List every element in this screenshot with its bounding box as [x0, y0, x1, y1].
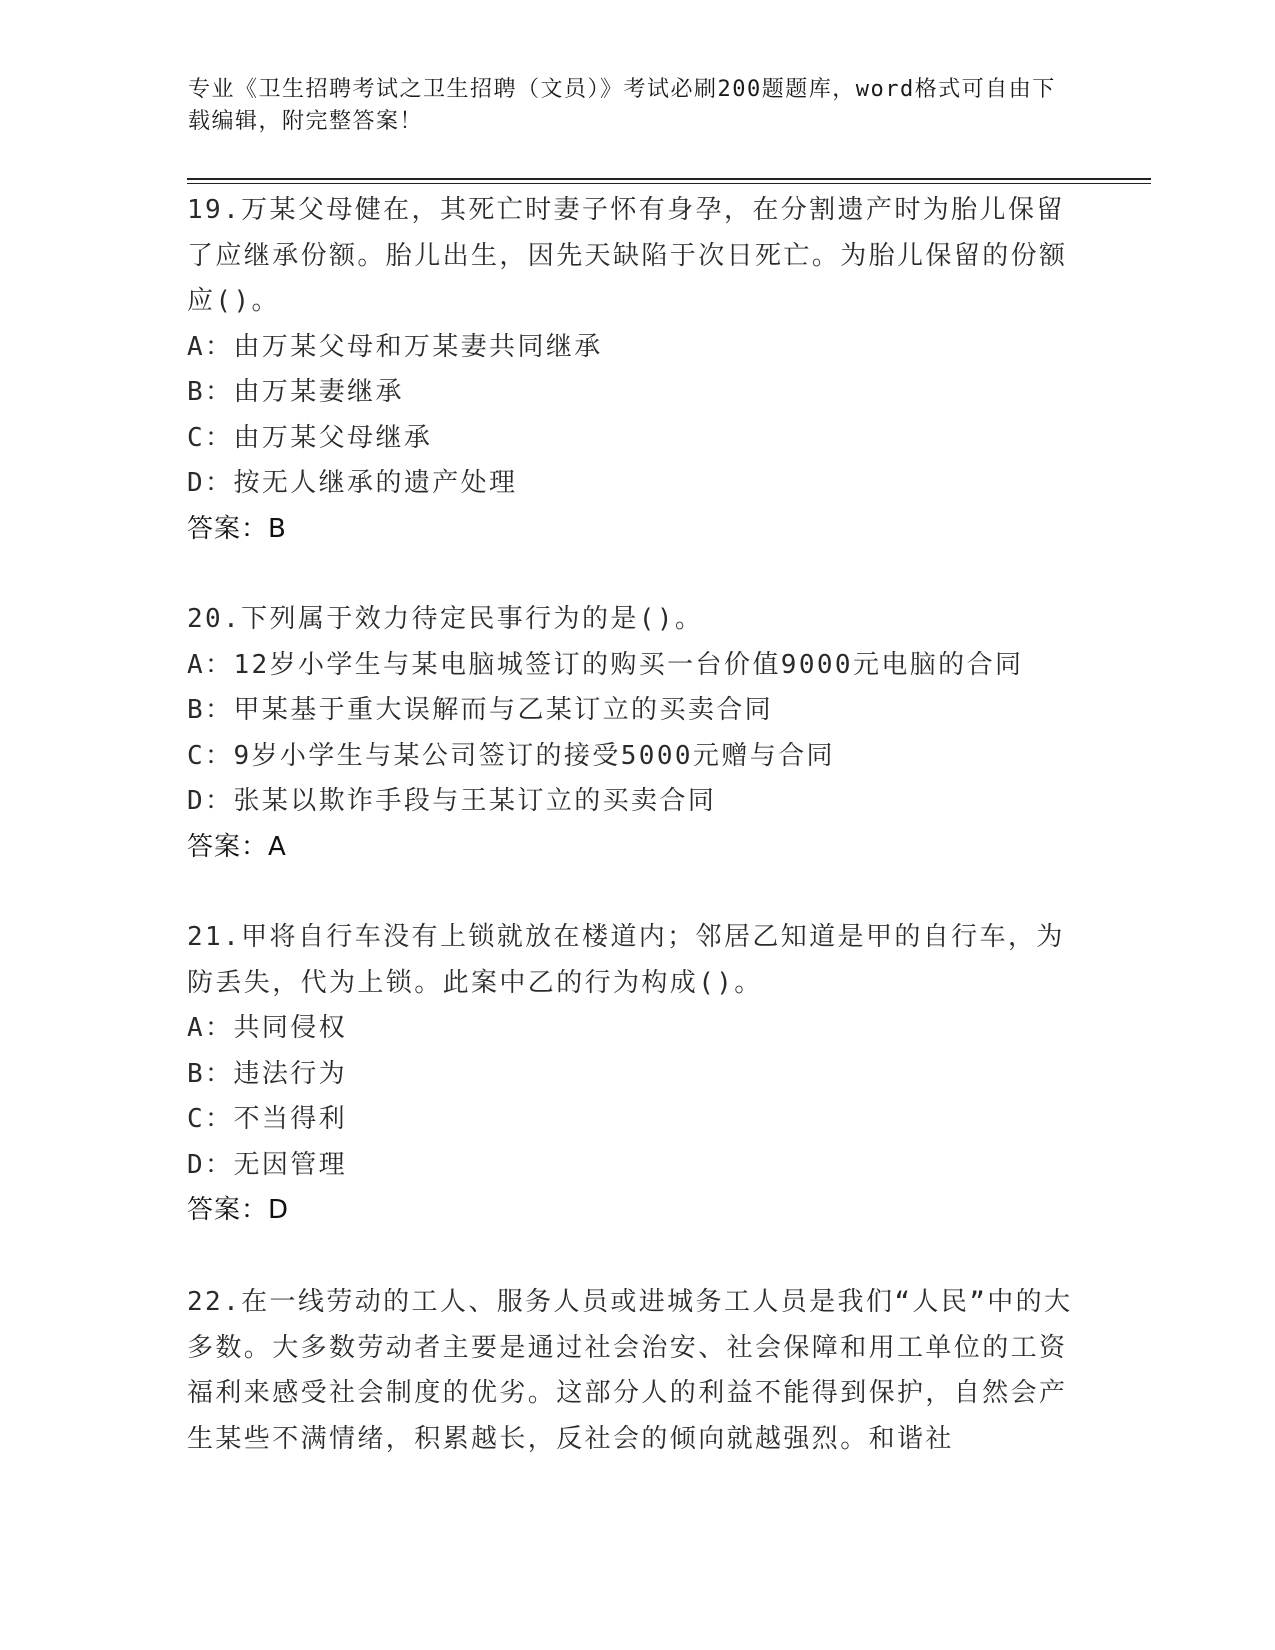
question-text: 19.万某父母健在，其死亡时妻子怀有身孕，在分割遗产时为胎儿保留了应继承份额。胎儿出生，因先天缺陷于次日死亡。为胎儿保留的份额应()。	[187, 195, 1068, 316]
question-22	[187, 1280, 1087, 1462]
question-text: 20.下列属于效力待定民事行为的是()。	[187, 604, 704, 634]
option-b: B：由万某妻继承	[187, 377, 404, 407]
option-a: A：由万某父母和万某妻共同继承	[187, 331, 603, 362]
question-20	[187, 597, 1087, 870]
option-d: D：张某以欺诈手段与王某订立的买卖合同	[187, 786, 717, 816]
question-text: 21.甲将自行车没有上锁就放在楼道内；邻居乙知道是甲的自行车，为防丢失，代为上锁。此案中乙的行为构成()。	[187, 922, 1065, 998]
question-19	[187, 188, 1087, 552]
option-b: B：甲某基于重大误解而与乙某订立的买卖合同	[187, 695, 774, 725]
question-21	[187, 915, 1087, 1234]
option-c: C：由万某父母继承	[187, 422, 433, 453]
header-divider-thin	[187, 183, 1151, 184]
answer-line: 答案：D	[187, 1195, 290, 1225]
option-c: C：9岁小学生与某公司签订的接受5000元赠与合同	[187, 740, 835, 771]
option-b: B：违法行为	[187, 1058, 348, 1089]
question-text: 22.在一线劳动的工人、服务人员或进城务工人员是我们“人民”中的大多数。大多数劳动者主要是通过社会治安、社会保障和用工单位的工资福利来感受社会制度的优劣。这部分人的利益不能得到保护，自然会产生某些不满情绪，积累越长，反社会的倾向就越强烈。和谐社	[187, 1287, 1073, 1454]
answer-line: 答案：B	[187, 513, 287, 544]
header-divider-thick	[187, 178, 1151, 180]
option-a: A：共同侵权	[187, 1013, 348, 1043]
option-d: D：无因管理	[187, 1149, 348, 1180]
document-header: 专业《卫生招聘考试之卫生招聘（文员）》考试必刷200题题库，word格式可自由下载编辑，附完整答案！	[188, 77, 1056, 134]
option-c: C：不当得利	[187, 1104, 348, 1134]
option-a: A：12岁小学生与某电脑城签订的购买一台价值9000元电脑的合同	[187, 649, 1024, 680]
answer-line: 答案：A	[187, 831, 287, 862]
option-d: D：按无人继承的遗产处理	[187, 468, 518, 498]
